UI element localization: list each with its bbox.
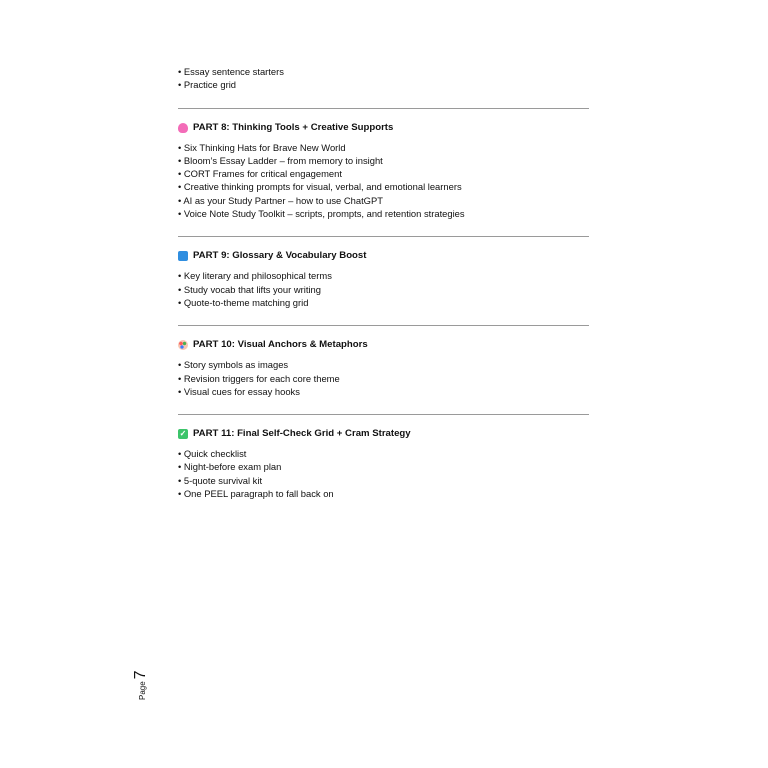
intro-list bbox=[178, 65, 589, 92]
list-item: • Practice grid bbox=[178, 78, 589, 91]
list-item: • Night-before exam plan bbox=[178, 460, 589, 473]
check-mark-icon: ✓ bbox=[179, 429, 187, 439]
page-number-value: 7 bbox=[132, 670, 149, 680]
list-item: • Six Thinking Hats for Brave New World bbox=[178, 141, 589, 154]
divider bbox=[178, 414, 589, 415]
section-heading: PART 10: Visual Anchors & Metaphors bbox=[193, 339, 368, 351]
divider bbox=[178, 325, 589, 326]
section-heading: PART 11: Final Self-Check Grid + Cram Strategy bbox=[193, 428, 411, 440]
document-body bbox=[178, 65, 589, 500]
list-item: • AI as your Study Partner – how to use ChatGPT bbox=[178, 194, 589, 207]
list-item: • Quick checklist bbox=[178, 447, 589, 460]
brain-icon bbox=[178, 123, 188, 133]
list-item: • Essay sentence starters bbox=[178, 65, 589, 78]
section-part-9 bbox=[178, 249, 589, 309]
list-item: • Story symbols as images bbox=[178, 358, 589, 371]
list-item: • Voice Note Study Toolkit – scripts, prompts, and retention strategies bbox=[178, 207, 589, 220]
list-item: • Quote-to-theme matching grid bbox=[178, 296, 589, 309]
section-part-11 bbox=[178, 427, 589, 500]
divider bbox=[178, 108, 589, 109]
list-item: • Key literary and philosophical terms bbox=[178, 269, 589, 282]
section-part-10 bbox=[178, 338, 589, 398]
divider bbox=[178, 236, 589, 237]
section-heading: PART 8: Thinking Tools + Creative Supports bbox=[193, 121, 394, 133]
list-item: • One PEEL paragraph to fall back on bbox=[178, 487, 589, 500]
palette-icon bbox=[178, 340, 188, 350]
list-item: • CORT Frames for critical engagement bbox=[178, 167, 589, 180]
list-item: • Creative thinking prompts for visual, verbal, and emotional learners bbox=[178, 180, 589, 193]
section-heading: PART 9: Glossary & Vocabulary Boost bbox=[193, 250, 367, 262]
page-label: Page bbox=[138, 681, 147, 700]
section-part-8 bbox=[178, 121, 589, 221]
list-item: • 5-quote survival kit bbox=[178, 474, 589, 487]
list-item: • Revision triggers for each core theme bbox=[178, 372, 589, 385]
list-item: • Study vocab that lifts your writing bbox=[178, 283, 589, 296]
page-number bbox=[132, 670, 150, 700]
blue-book-icon bbox=[178, 251, 188, 261]
list-item: • Bloom’s Essay Ladder – from memory to insight bbox=[178, 154, 589, 167]
list-item: • Visual cues for essay hooks bbox=[178, 385, 589, 398]
